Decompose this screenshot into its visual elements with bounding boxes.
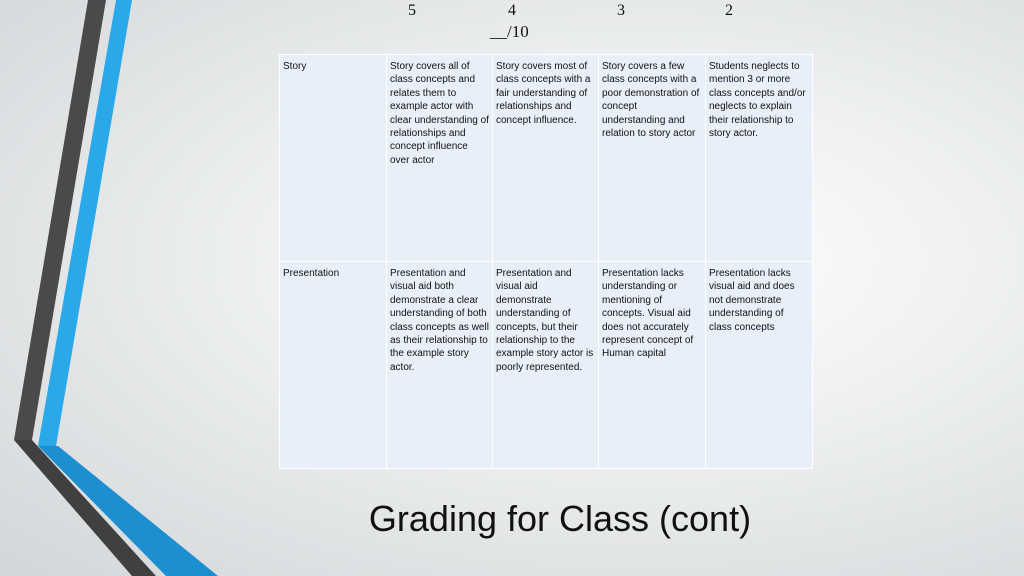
score-label: 2 <box>725 2 733 19</box>
score-header <box>0 2 1024 22</box>
score-label: 3 <box>617 2 625 19</box>
grading-rubric-table <box>279 54 813 469</box>
category-cell-presentation: Presentation <box>280 262 387 469</box>
slide-title: Grading for Class (cont) <box>368 498 752 539</box>
total-score-label: __/10 <box>490 22 529 41</box>
table-row <box>280 262 813 469</box>
criteria-cell: Students neglects to mention 3 or more class concepts and/or neglects to explain their relationship to story actor. <box>706 55 813 262</box>
criteria-cell: Story covers a few class concepts with a poor demonstration of concept understanding and relation to story actor <box>599 55 706 262</box>
criteria-cell: Presentation lacks visual aid and does not demonstrate understanding of class concepts <box>706 262 813 469</box>
score-label: 5 <box>408 2 416 19</box>
table-row <box>280 55 813 262</box>
criteria-cell: Presentation lacks understanding or mentioning of concepts. Visual aid does not accurately represent concept of Human capital <box>599 262 706 469</box>
criteria-cell: Presentation and visual aid both demonstrate a clear understanding of both class concepts as well as their relationship to the example story actor. <box>387 262 493 469</box>
dark-stripe-lower <box>14 440 156 576</box>
criteria-cell: Story covers most of class concepts with a fair understanding of relationships and concept influence. <box>493 55 599 262</box>
criteria-cell: Presentation and visual aid demonstrate understanding of concepts, but their relationship to the example story actor is poorly represented. <box>493 262 599 469</box>
score-label: 4 <box>508 2 516 19</box>
criteria-cell: Story covers all of class concepts and relates them to example actor with clear understanding of relationships and concept influence over actor <box>387 55 493 262</box>
category-cell-story: Story <box>280 55 387 262</box>
